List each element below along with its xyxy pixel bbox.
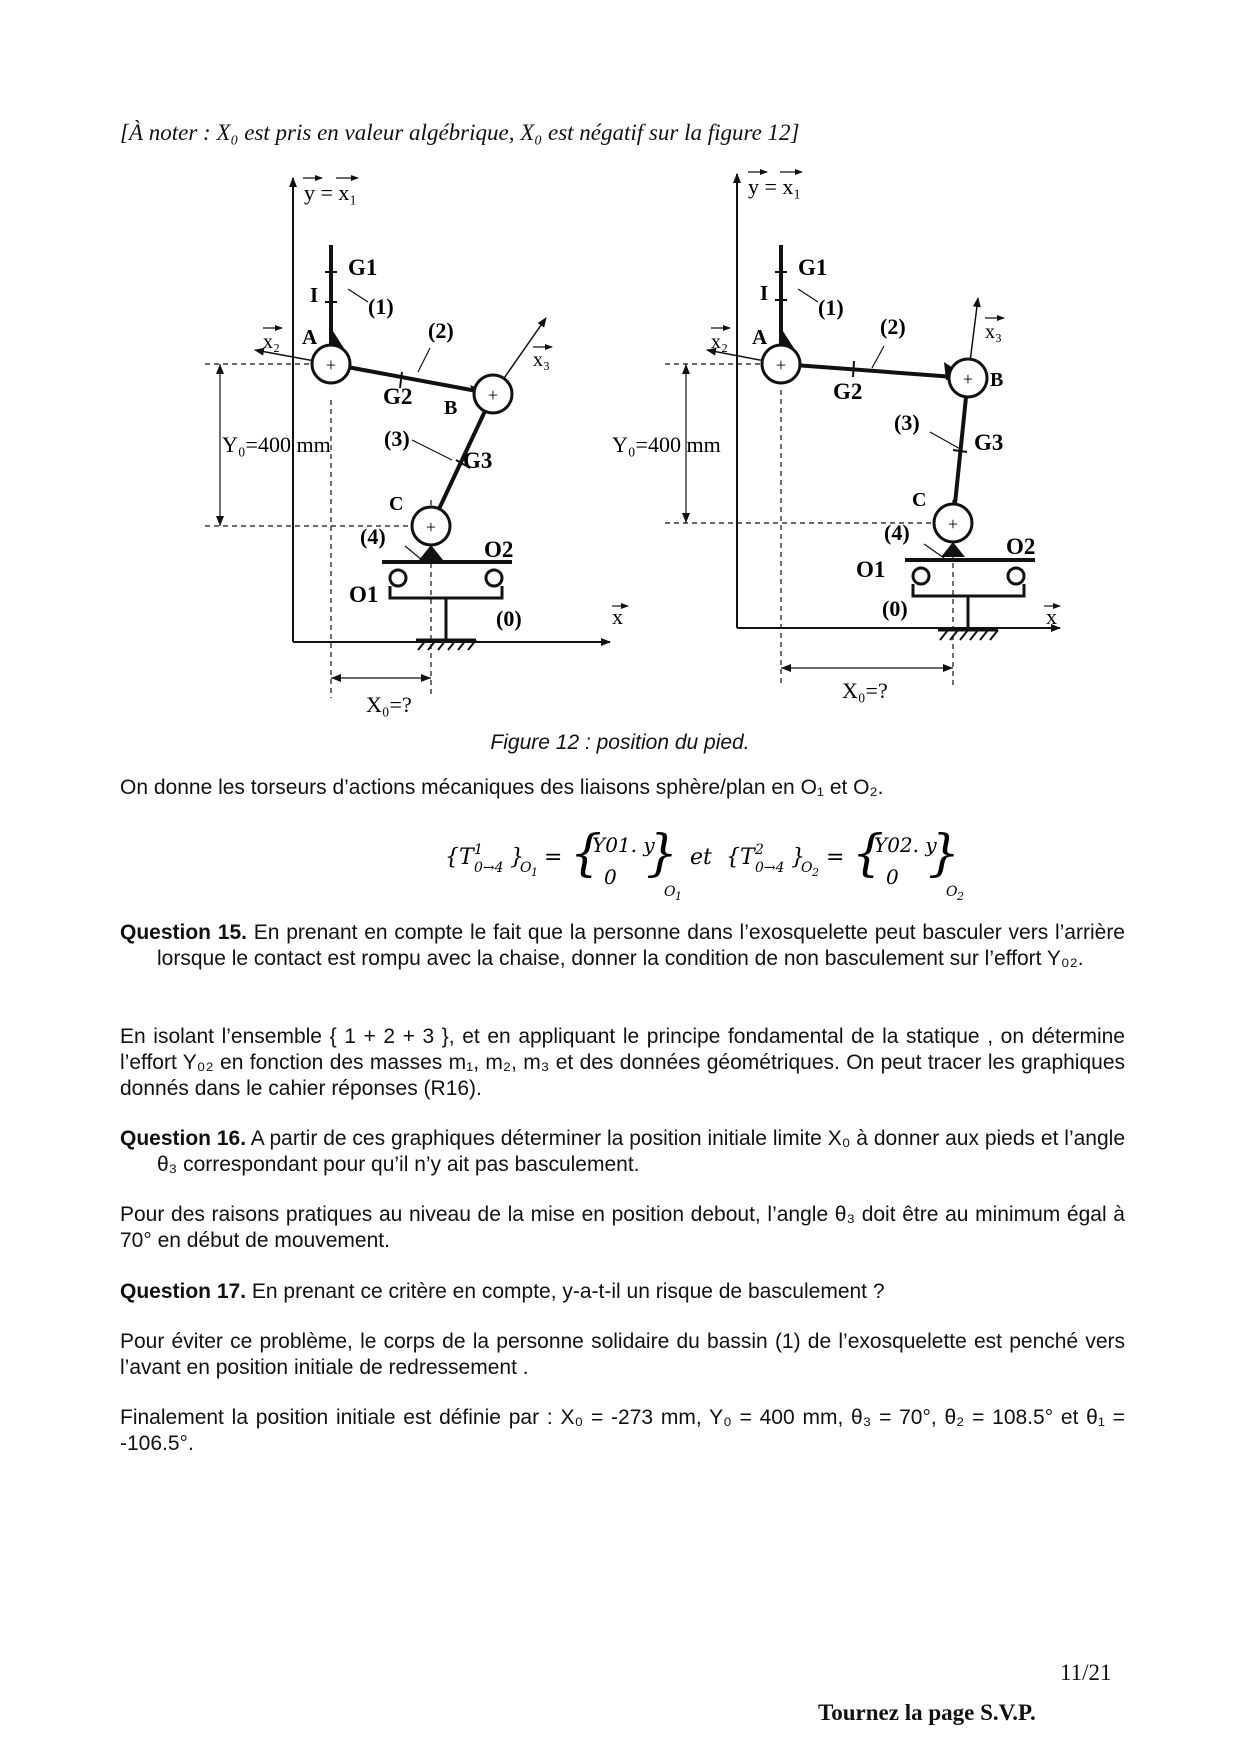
eq-pt-1b: O: [664, 884, 676, 900]
question-15-label: Question 15.: [120, 921, 247, 944]
eq-top-2: Y02. y: [874, 833, 937, 857]
page-number: 11/21: [1060, 1660, 1112, 1685]
right-axis-y-label: y = x₁: [748, 174, 802, 199]
right-label-x2: x₂: [711, 331, 728, 353]
question-17-text: En prenant ce critère en compte, y-a-t-il un risque de basculement ?: [251, 1280, 885, 1303]
eq-pt-2b-sub: 2: [957, 890, 964, 903]
right-label-0: (0): [882, 596, 908, 621]
left-label-O1: O1: [349, 582, 379, 607]
torsor-equation: [0, 828, 1240, 908]
svg-text:+: +: [487, 385, 499, 405]
svg-text:}: }: [646, 828, 678, 882]
right-label-O2: O2: [1006, 534, 1036, 559]
left-label-G1: G1: [348, 255, 378, 280]
left-label-A: A: [302, 325, 318, 349]
left-mechanism-diagram: [205, 178, 628, 717]
right-y0-dimension: Y₀=400 mm: [612, 432, 721, 457]
svg-text:+: +: [775, 355, 787, 375]
eq-bottom-1: 0: [604, 865, 617, 889]
practical-paragraph: Pour des raisons pratiques au niveau de la mise en position debout, l’angle θ₃ doit être au minimum égal à 70° en début de mouvement.: [120, 1203, 1125, 1252]
svg-text:=: =: [544, 845, 563, 870]
eq-et: et: [690, 845, 712, 870]
left-label-2: (2): [428, 318, 454, 343]
left-label-x3: x₃: [533, 349, 550, 371]
left-label-I: I: [310, 283, 319, 307]
question-16-label: Question 16.: [120, 1127, 247, 1150]
left-x0-dimension: X₀=?: [366, 692, 412, 717]
eq-sub-1: 0→4: [474, 860, 504, 876]
left-label-B: B: [444, 397, 458, 419]
question-15: [120, 920, 1125, 972]
right-label-4: (4): [884, 520, 910, 545]
svg-text:=: =: [826, 845, 845, 870]
right-label-3: (3): [894, 410, 920, 435]
right-label-C: C: [912, 489, 927, 511]
eq-pt-2b: O: [946, 884, 958, 900]
left-label-O2: O2: [484, 537, 514, 562]
right-label-2: (2): [880, 314, 906, 339]
eq-sup-1: 1: [474, 842, 483, 858]
svg-text:{T: [445, 845, 476, 870]
svg-text:}: }: [791, 845, 805, 870]
question-15-text: En prenant en compte le fait que la personne dans l’exosquelette peut basculer vers l’arrière lorsque le contact est rompu avec la chaise, donner la condition de non basculement sur l’effort Y₀₂.: [157, 921, 1125, 970]
right-mechanism-diagram: [612, 172, 1060, 703]
left-label-0: (0): [496, 606, 522, 631]
page-footer: Tournez la page S.V.P.: [818, 1700, 1036, 1725]
figure-12: [0, 150, 1240, 730]
eq-torsor-1: {T: [445, 845, 474, 870]
right-label-G2: G2: [833, 379, 863, 404]
left-label-x2: x₂: [263, 331, 280, 353]
left-y0-dimension: Y₀=400 mm: [222, 432, 331, 457]
svg-text:+: +: [947, 514, 959, 534]
right-x0-dimension: X₀=?: [842, 678, 888, 703]
svg-text:{: {: [852, 828, 884, 882]
left-label-3: (3): [384, 426, 410, 451]
right-label-1: (1): [818, 295, 844, 320]
eq-pt-2: O: [801, 860, 813, 876]
figure-note: [À noter : X₀ est pris en valeur algébrique, X₀ est négatif sur la figure 12]: [120, 120, 800, 145]
intro-paragraph: On donne les torseurs d’actions mécaniques des liaisons sphère/plan en O₁ et O₂.: [120, 776, 884, 799]
right-label-B: B: [990, 369, 1004, 391]
right-label-G1: G1: [798, 255, 828, 280]
right-label-I: I: [760, 281, 769, 305]
left-label-G3: G3: [463, 448, 493, 473]
question-16: [120, 1126, 1125, 1178]
eq-sup-2: 2: [755, 842, 764, 858]
right-label-O1: O1: [856, 557, 886, 582]
left-label-C: C: [389, 493, 404, 515]
svg-text:+: +: [325, 355, 337, 375]
right-label-G3: G3: [974, 430, 1004, 455]
question-17: [120, 1279, 1125, 1305]
right-label-A: A: [752, 325, 768, 349]
question-17-label: Question 17.: [120, 1280, 247, 1303]
final-position-paragraph: Finalement la position initiale est définie par : X₀ = -273 mm, Y₀ = 400 mm, θ₃ = 70°, θ₂ = 108.5° et θ₁ = -106.5°.: [120, 1406, 1125, 1455]
right-axis-x-label: x: [1046, 604, 1057, 629]
left-label-1: (1): [368, 294, 394, 319]
svg-text:{: {: [570, 828, 602, 882]
svg-text:{T: {T: [726, 845, 755, 870]
svg-text:+: +: [962, 369, 974, 389]
left-axis-y-label: y = x₁: [304, 180, 358, 205]
svg-text:}: }: [928, 828, 960, 882]
left-axis-x-label: x: [612, 604, 623, 629]
question-16-text: A partir de ces graphiques déterminer la position initiale limite X₀ à donner aux pieds et l’angle θ₃ correspondant pour qu’il n’y ait pas basculement.: [157, 1127, 1125, 1176]
right-label-x3: x₃: [985, 321, 1002, 343]
avoid-paragraph: Pour éviter ce problème, le corps de la personne solidaire du bassin (1) de l’exosquelette est penché vers l’avant en position initiale de redressement .: [120, 1330, 1125, 1379]
eq-sub-2: 0→4: [755, 860, 785, 876]
eq-pt-1b-sub: 1: [675, 890, 682, 903]
left-label-4: (4): [360, 524, 386, 549]
figure-caption: Figure 12 : position du pied.: [490, 731, 750, 754]
left-label-G2: G2: [383, 384, 413, 409]
eq-pt-2-sub: 2: [812, 866, 819, 879]
svg-text:}: }: [510, 845, 524, 870]
eq-bottom-2: 0: [886, 865, 899, 889]
eq-pt-1-sub: 1: [531, 866, 538, 879]
eq-pt-1: O: [520, 860, 532, 876]
eq-top-1: Y01. y: [592, 833, 655, 857]
svg-text:+: +: [425, 517, 437, 537]
isolation-paragraph: En isolant l’ensemble { 1 + 2 + 3 }, et en appliquant le principe fondamental de la statique , on détermine l’effort Y₀₂ en fonction des masses m₁, m₂, m₃ et des données géométriques. On peut tracer les graphiques donnés dans le cahier réponses (R16).: [120, 1025, 1125, 1100]
